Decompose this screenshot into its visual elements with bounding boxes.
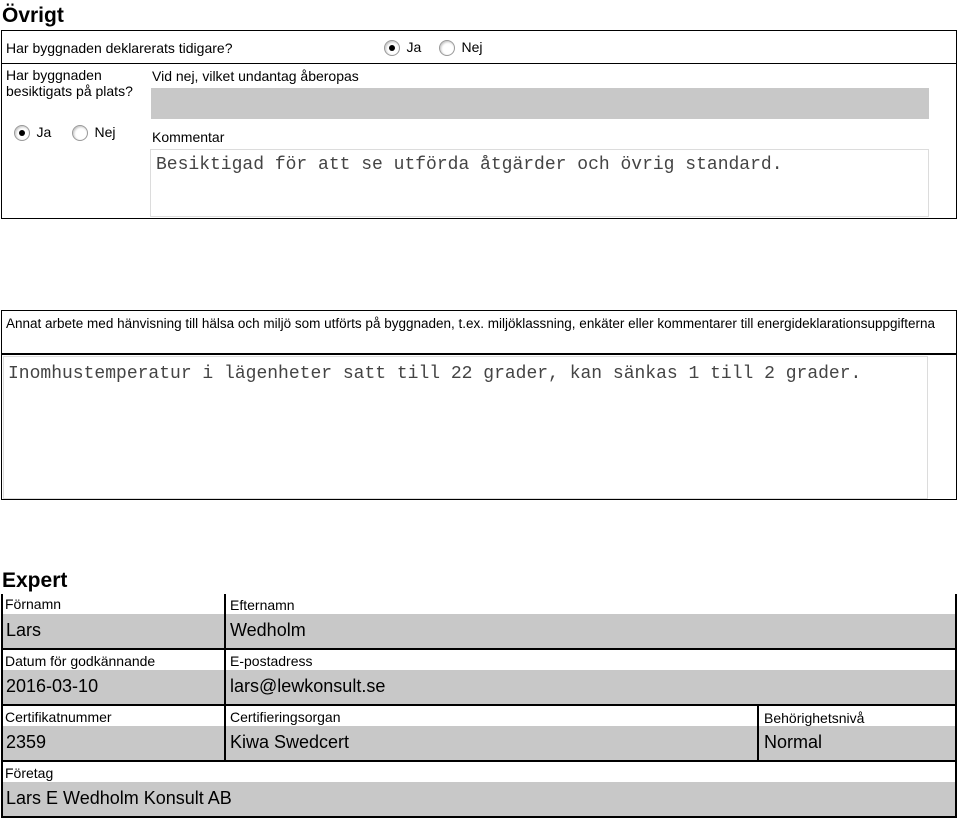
declared-no-radio[interactable] <box>439 40 455 56</box>
exception-label: Vid nej, vilket undantag åberopas <box>152 68 359 84</box>
inspected-no-option[interactable] <box>72 124 115 142</box>
declared-yes-radio[interactable] <box>384 40 400 56</box>
cert-body-field[interactable]: Kiwa Swedcert <box>230 732 350 752</box>
divider <box>1 816 957 818</box>
inspected-yes-radio[interactable] <box>14 125 30 141</box>
lastname-field[interactable]: Wedholm <box>230 620 306 640</box>
declared-yes-label: Ja <box>406 39 422 55</box>
divider <box>757 706 759 762</box>
cert-body-label: Certifieringsorgan <box>230 709 341 725</box>
level-label: Behörighetsnivå <box>764 710 865 726</box>
divider <box>1 648 957 650</box>
ovrigt-box <box>1 30 957 219</box>
other-work-field[interactable] <box>3 356 928 499</box>
divider <box>1 704 957 706</box>
company-label: Företag <box>5 765 54 781</box>
firstname-field[interactable]: Lars <box>6 620 42 640</box>
date-label: Datum för godkännande <box>5 653 156 669</box>
section-title-expert: Expert <box>2 569 68 592</box>
inspected-yes-option[interactable] <box>14 124 51 142</box>
level-field[interactable]: Normal <box>764 732 823 752</box>
exception-field[interactable] <box>151 88 929 119</box>
declared-question: Har byggnaden deklarerats tidigare? <box>6 40 233 56</box>
declared-yes-option[interactable] <box>384 39 421 57</box>
comment-text: Besiktigad för att se utförda åtgärder och övrig standard. <box>156 155 783 175</box>
email-field[interactable]: lars@lewkonsult.se <box>230 676 386 696</box>
cert-number-label: Certifikatnummer <box>5 709 112 725</box>
divider <box>2 353 956 355</box>
firstname-label: Förnamn <box>5 596 62 612</box>
radio-selected-dot <box>19 130 25 136</box>
other-work-box <box>1 310 957 500</box>
inspected-no-label: Nej <box>94 124 116 140</box>
lastname-label: Efternamn <box>230 597 295 613</box>
declared-no-option[interactable] <box>439 39 482 57</box>
divider <box>955 594 957 818</box>
comment-label: Kommentar <box>152 129 225 145</box>
radio-selected-dot <box>389 45 395 51</box>
other-work-text: Inomhustemperatur i lägenheter satt till 22 grader, kan sänkas 1 till 2 grader. <box>8 364 862 384</box>
inspected-yes-label: Ja <box>36 124 52 140</box>
date-field[interactable]: 2016-03-10 <box>6 676 99 696</box>
divider <box>1 594 3 818</box>
divider <box>224 706 226 762</box>
inspected-no-radio[interactable] <box>72 125 88 141</box>
divider <box>224 594 226 650</box>
divider <box>1 760 957 762</box>
cert-number-field[interactable]: 2359 <box>6 732 47 752</box>
declared-no-label: Nej <box>461 39 483 55</box>
inspected-question: Har byggnaden besiktigats på plats? <box>6 67 133 99</box>
other-work-label: Annat arbete med hänvisning till hälsa och miljö som utförts på byggnaden, t.ex. miljöklassning, enkäter eller kommentarer till energideklarationsuppgifterna <box>6 316 935 331</box>
divider <box>224 650 226 706</box>
comment-field[interactable] <box>150 149 929 217</box>
company-field[interactable]: Lars E Wedholm Konsult AB <box>6 788 232 808</box>
section-title-ovrigt: Övrigt <box>2 4 64 27</box>
divider <box>2 63 956 64</box>
email-label: E-postadress <box>230 653 313 669</box>
